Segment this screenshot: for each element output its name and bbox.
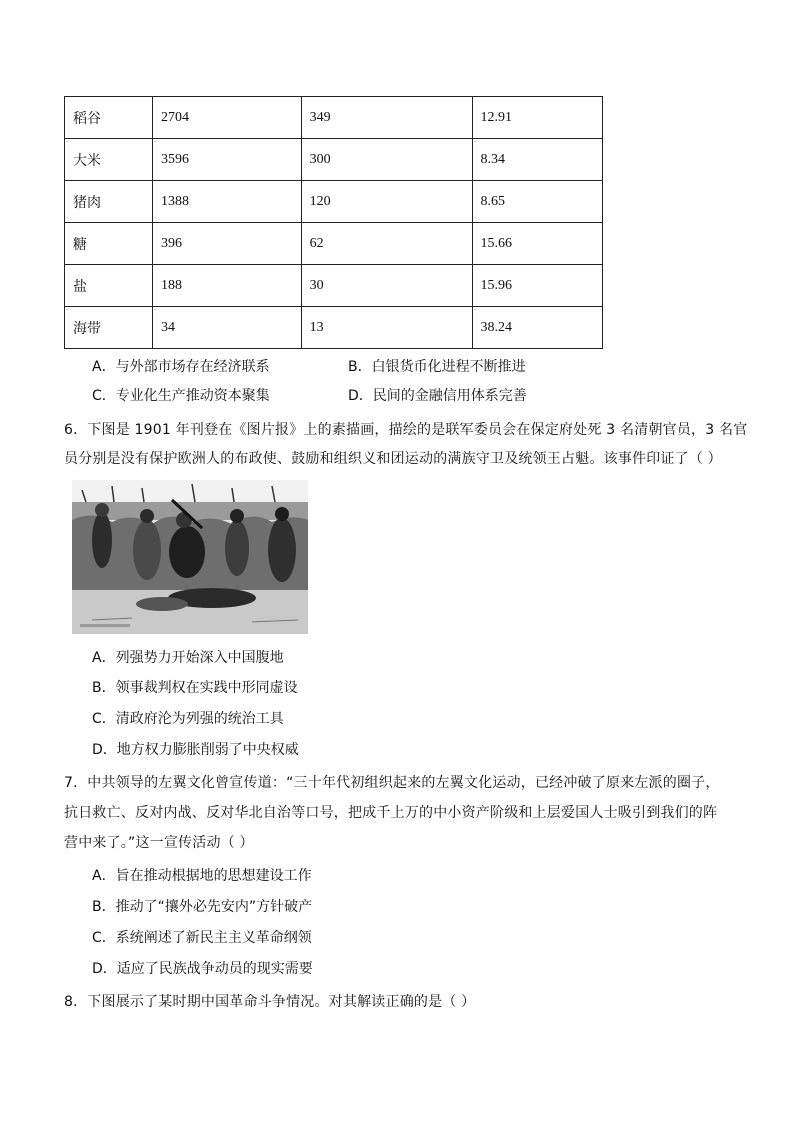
table-cell-value: 38.24 (472, 307, 602, 349)
q6-option-b[interactable]: B．领事裁判权在实践中形同虚设 (92, 680, 298, 696)
table-cell-value: 12.91 (472, 97, 602, 139)
q7-stem-line-2: 抗日救亡、反对内战、反对华北自治等口号，把成千上万的中小资产阶级和上层爱国人士吸引到我们的阵 (64, 805, 718, 821)
table-body (65, 97, 603, 349)
table-cell-value: 300 (301, 139, 472, 181)
q6-stem-line-1: 6．下图是 1901 年刊登在《图片报》上的素描画，描绘的是联军委员会在保定府处死 3 名清朝官员，3 名官 (64, 422, 748, 438)
table-row (65, 139, 603, 181)
table-cell-item: 糖 (65, 223, 153, 265)
q7-stem-line-1: 7．中共领导的左翼文化曾宣传道：“三十年代初组织起来的左翼文化运动，已经冲破了原来左派的圈子， (64, 775, 720, 791)
table-row (65, 307, 603, 349)
q5-option-c[interactable]: C．专业化生产推动资本聚集 (92, 388, 270, 404)
table-cell-item: 盐 (65, 265, 153, 307)
table-cell-value: 34 (152, 307, 301, 349)
execution-sketch-image (72, 480, 308, 634)
table-cell-value: 1388 (152, 181, 301, 223)
table-row (65, 223, 603, 265)
table-cell-value: 13 (301, 307, 472, 349)
table-cell-item: 海带 (65, 307, 153, 349)
table-cell-value: 120 (301, 181, 472, 223)
sketch-illustration (72, 480, 308, 634)
q6-option-c[interactable]: C．清政府沦为列强的统治工具 (92, 711, 284, 727)
q6-stem-line-2: 员分别是没有保护欧洲人的布政使、鼓励和组织义和团运动的满族守卫及统领王占魁。该事件印证了（ ） (64, 451, 722, 467)
q5-option-d[interactable]: D．民间的金融信用体系完善 (348, 388, 527, 404)
q5-option-a[interactable]: A．与外部市场存在经济联系 (92, 359, 270, 375)
q5-option-b[interactable]: B．白银货币化进程不断推进 (348, 359, 526, 375)
q7-stem-line-3: 营中来了。”这一宣传活动（ ） (64, 835, 254, 851)
table-cell-value: 396 (152, 223, 301, 265)
price-data-table (64, 96, 603, 349)
q6-option-a[interactable]: A．列强势力开始深入中国腹地 (92, 650, 284, 666)
q7-option-b[interactable]: B．推动了“攘外必先安内”方针破产 (92, 899, 313, 915)
table-cell-item: 稻谷 (65, 97, 153, 139)
q7-option-d[interactable]: D．适应了民族战争动员的现实需要 (92, 961, 313, 977)
table-row (65, 97, 603, 139)
table-cell-value: 8.34 (472, 139, 602, 181)
table-cell-item: 猪肉 (65, 181, 153, 223)
table-row (65, 265, 603, 307)
table-cell-value: 30 (301, 265, 472, 307)
table-cell-value: 8.65 (472, 181, 602, 223)
q7-option-a[interactable]: A．旨在推动根据地的思想建设工作 (92, 868, 312, 884)
q6-option-d[interactable]: D．地方权力膨胀削弱了中央权威 (92, 742, 299, 758)
table-cell-value: 349 (301, 97, 472, 139)
table-cell-value: 62 (301, 223, 472, 265)
table-cell-value: 2704 (152, 97, 301, 139)
q7-option-c[interactable]: C．系统阐述了新民主主义革命纲领 (92, 930, 312, 946)
table-cell-value: 15.96 (472, 265, 602, 307)
table-cell-item: 大米 (65, 139, 153, 181)
table-cell-value: 15.66 (472, 223, 602, 265)
q8-stem-line-1: 8．下图展示了某时期中国革命斗争情况。对其解读正确的是（ ） (64, 994, 476, 1010)
table-row (65, 181, 603, 223)
table-cell-value: 3596 (152, 139, 301, 181)
table-cell-value: 188 (152, 265, 301, 307)
